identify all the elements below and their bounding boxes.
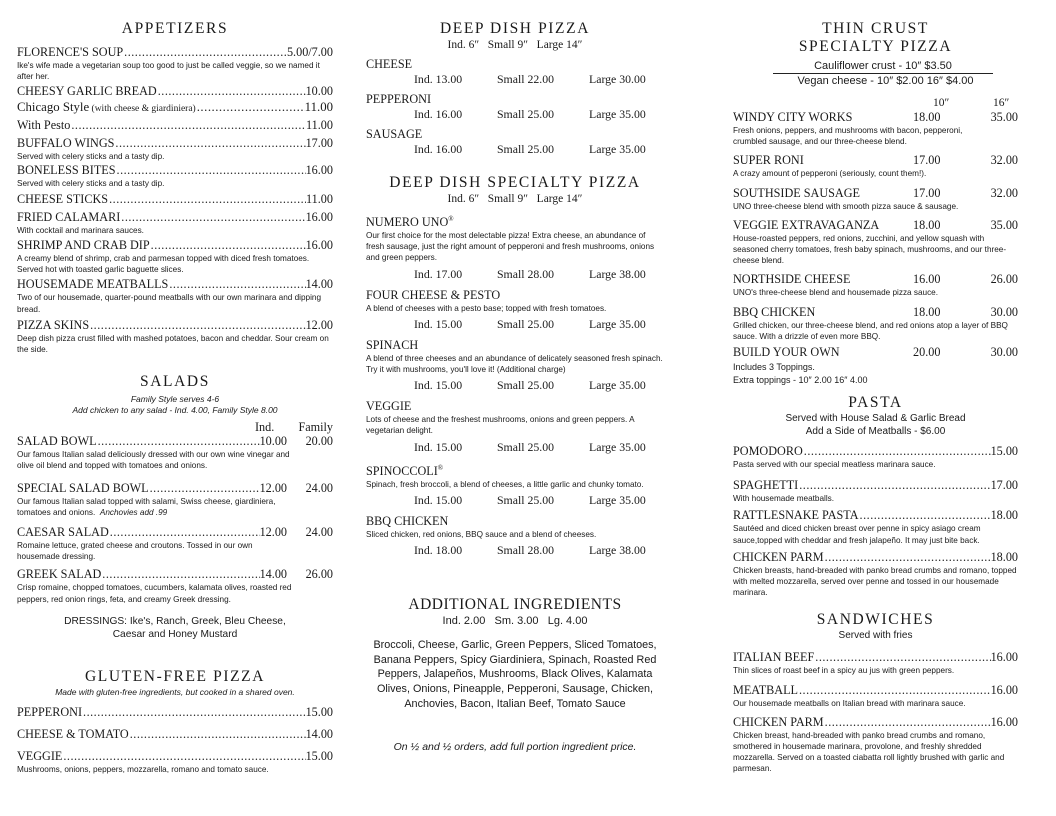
item-name: CHEESE STICKS bbox=[17, 191, 109, 206]
item-price: 15.00 bbox=[305, 704, 333, 719]
menu-item bbox=[17, 84, 333, 99]
menu-item bbox=[733, 272, 1018, 298]
additional-ingredients-title: ADDITIONAL INGREDIENTS bbox=[408, 596, 622, 614]
salads-note: Family Style serves 4-6 bbox=[130, 394, 220, 405]
menu-item bbox=[17, 99, 333, 118]
gluten-free-section bbox=[17, 668, 333, 775]
menu-item bbox=[366, 461, 664, 508]
menu-item bbox=[17, 118, 333, 133]
menu-item bbox=[366, 127, 664, 157]
item-name: CHEESY GARLIC BREAD bbox=[17, 84, 157, 99]
item-price-16: 32.00 bbox=[990, 153, 1018, 168]
appetizers-section bbox=[17, 20, 333, 355]
item-name: CAESAR SALAD bbox=[17, 525, 109, 540]
item-name: FLORENCE'S SOUP bbox=[17, 45, 124, 59]
salads-note: Add chicken to any salad - Ind. 4.00, Family Style 8.00 bbox=[72, 405, 278, 416]
item-prices: Ind. 15.00 Small 25.00 Large 35.00 bbox=[414, 378, 646, 393]
menu-item bbox=[733, 550, 1018, 599]
item-price-16: 35.00 bbox=[990, 110, 1018, 124]
salads-section bbox=[17, 373, 333, 642]
thin-crust-title: THIN CRUST bbox=[822, 20, 929, 37]
item-price: 14.00 bbox=[305, 726, 333, 741]
item-name: FOUR CHEESE & PESTO bbox=[366, 287, 501, 302]
item-prices: Ind. 16.00 Small 25.00 Large 35.00 bbox=[414, 107, 646, 121]
item-description: A blend of cheeses with a pesto base; topped with fresh tomatoes. bbox=[366, 303, 607, 313]
item-name: BBQ CHICKEN bbox=[366, 513, 449, 528]
right-column bbox=[733, 20, 1018, 775]
menu-item bbox=[17, 727, 333, 742]
item-description: Mushrooms, onions, peppers, mozzarella, romano and tomato sauce. bbox=[17, 764, 269, 774]
item-name: HOUSEMADE MEATBALLS bbox=[17, 277, 169, 292]
item-name: PEPPERONI bbox=[366, 92, 432, 106]
item-price: 16.00 bbox=[990, 682, 1018, 697]
menu-item bbox=[733, 110, 1018, 147]
additional-ingredients-section bbox=[366, 596, 664, 754]
item-price-family: 20.00 bbox=[305, 434, 333, 449]
item-name: NORTHSIDE CHEESE bbox=[733, 272, 851, 287]
item-price: 11.00 bbox=[306, 191, 333, 206]
deep-dish-specialty-sizes: Ind. 6″ Small 9″ Large 14″ bbox=[447, 193, 583, 205]
item-description: Pasta served with our special meatless marinara sauce. bbox=[733, 460, 936, 470]
deep-dish-title: DEEP DISH PIZZA bbox=[439, 20, 590, 37]
item-price-16: 30.00 bbox=[990, 345, 1018, 360]
item-name: BBQ CHICKEN bbox=[733, 304, 816, 319]
item-price-family: 26.00 bbox=[305, 567, 333, 582]
item-name: CHICKEN PARM bbox=[733, 714, 824, 729]
menu-item bbox=[17, 136, 333, 162]
item-name: BONELESS BITES bbox=[17, 162, 116, 177]
item-price: 11.00 bbox=[306, 118, 333, 133]
item-name: With Pesto bbox=[17, 118, 71, 133]
item-name: BUFFALO WINGS bbox=[17, 136, 115, 151]
registered-mark: ® bbox=[437, 463, 444, 472]
menu-item bbox=[17, 210, 333, 236]
item-price: 15.00 bbox=[305, 748, 333, 763]
item-name: SPINACH bbox=[366, 337, 419, 352]
thin-crust-column-headers bbox=[733, 97, 1018, 110]
item-price: 14.00 bbox=[305, 277, 333, 292]
menu-item bbox=[733, 186, 1018, 212]
item-name: SPAGHETTI bbox=[733, 478, 799, 493]
item-description: Served with celery sticks and a tasty dip. bbox=[17, 152, 165, 162]
sandwiches-subtitle: Served with fries bbox=[838, 630, 913, 642]
col-header-16: 16″ bbox=[993, 97, 1010, 109]
item-name: POMODORO bbox=[733, 444, 803, 459]
registered-mark: ® bbox=[448, 215, 454, 223]
item-description: UNO three-cheese blend with smooth pizza sauce & sausage. bbox=[733, 201, 959, 211]
menu-item bbox=[17, 318, 333, 355]
menu-item bbox=[366, 399, 664, 454]
sandwiches-title: SANDWICHES bbox=[816, 611, 935, 629]
item-price: 16.00 bbox=[305, 162, 333, 177]
item-description: Two of our housemade, quarter-pound meatballs with our own marinara and dipping bread. bbox=[17, 293, 322, 314]
additional-ingredients-list: Broccoli, Cheese, Garlic, Green Peppers, Sliced Tomatoes, Banana Peppers, Spicy Giardiniera, Spinach, Roasted Red Peppers, Jalapeños, Mushrooms, Black Olives, Kalamata Olives, Onions, Pineapple, Pepperoni, Sausage, Chicken, Anchovies, Bacon, Italian Beef, Tomato Sauce bbox=[373, 639, 657, 710]
item-prices: Ind. 13.00 Small 22.00 Large 30.00 bbox=[414, 72, 646, 86]
item-prices: Ind. 18.00 Small 28.00 Large 38.00 bbox=[414, 543, 646, 558]
menu-item bbox=[733, 478, 1018, 504]
menu-item bbox=[17, 434, 333, 471]
item-description: Includes 3 Toppings. bbox=[733, 362, 815, 373]
item-description-extra: Extra toppings - 10″ 2.00 16″ 4.00 bbox=[733, 375, 868, 386]
menu-item bbox=[17, 238, 333, 275]
item-price-10: 18.00 bbox=[913, 304, 941, 319]
menu-item bbox=[733, 683, 1018, 709]
item-price: 18.00 bbox=[990, 508, 1018, 523]
middle-column bbox=[366, 20, 664, 754]
thin-crust-title: SPECIALTY PIZZA bbox=[798, 38, 953, 55]
sandwiches-section bbox=[733, 611, 1018, 774]
item-description: Crisp romaine, chopped tomatoes, cucumbers, kalamata olives, roasted red peppers, red onion rings, feta, and creamy Greek dressing. bbox=[17, 583, 292, 604]
item-price-family: 24.00 bbox=[305, 525, 333, 540]
item-description: A crazy amount of pepperoni (seriously, count them!). bbox=[733, 169, 927, 179]
half-order-note: On ½ and ½ orders, add full portion ingredient price. bbox=[393, 741, 637, 754]
item-price-10: 20.00 bbox=[913, 345, 941, 360]
item-name: WINDY CITY WORKS bbox=[733, 110, 853, 124]
salad-dressings: DRESSINGS: Ike's, Ranch, Greek, Bleu Cheese, Caesar and Honey Mustard bbox=[64, 615, 286, 641]
menu-item bbox=[733, 218, 1018, 267]
item-name: SALAD BOWL bbox=[17, 434, 97, 449]
item-name: SHRIMP AND CRAB DIP bbox=[17, 238, 150, 253]
item-price: 10.00 bbox=[305, 84, 333, 99]
item-name: BUILD YOUR OWN bbox=[733, 345, 840, 360]
pasta-section bbox=[733, 394, 1018, 598]
item-price-10: 18.00 bbox=[913, 217, 941, 232]
gluten-free-note: Made with gluten-free ingredients, but cooked in a shared oven. bbox=[55, 686, 295, 697]
menu-item bbox=[733, 715, 1018, 775]
menu-item bbox=[733, 345, 1018, 387]
item-name: SOUTHSIDE SAUSAGE bbox=[733, 185, 860, 200]
item-name: VEGGIE bbox=[366, 399, 412, 414]
item-price-16: 30.00 bbox=[990, 304, 1018, 319]
menu-item bbox=[17, 749, 333, 775]
appetizers-title: APPETIZERS bbox=[121, 20, 229, 37]
item-price: 16.00 bbox=[305, 209, 333, 224]
item-description: Our famous Italian salad deliciously dressed with our own wine vinegar and olive oil blend and topped with tomatoes and onions. bbox=[17, 450, 290, 471]
item-name: VEGGIE bbox=[17, 748, 63, 763]
item-price: 11.00 bbox=[304, 100, 333, 115]
menu-item bbox=[366, 514, 664, 558]
pasta-title: PASTA bbox=[848, 394, 903, 412]
item-description: Romaine lettuce, grated cheese and croutons. Tossed in our own housemade dressing. bbox=[17, 541, 253, 562]
menu-item bbox=[17, 192, 333, 207]
item-price: 15.00 bbox=[990, 444, 1018, 459]
menu-item bbox=[733, 153, 1018, 179]
deep-dish-section bbox=[366, 20, 664, 157]
menu-item bbox=[366, 212, 664, 282]
item-description: Deep dish pizza crust filled with mashed potatoes, bacon and cheddar. Sour cream on the side. bbox=[17, 333, 329, 355]
item-name: FRIED CALAMARI bbox=[17, 209, 121, 224]
item-name: GREEK SALAD bbox=[17, 567, 102, 582]
item-description: Chicken breast, hand-breaded with panko bread crumbs and romano, smothered in housemade marinara, provolone, and freshly shredded mozzarella. Served on a toasted ciabatta roll lightly brushed with garlic and parmesan. bbox=[733, 730, 1005, 774]
item-description: Sliced chicken, red onions, BBQ sauce and a blend of cheeses. bbox=[366, 529, 597, 539]
cauliflower-option: Cauliflower crust - 10″ $3.50 bbox=[773, 59, 993, 74]
menu-item bbox=[733, 444, 1018, 470]
item-name: NUMERO UNO bbox=[366, 215, 449, 230]
item-price: 17.00 bbox=[990, 478, 1018, 493]
item-name: PEPPERONI bbox=[17, 704, 83, 719]
item-description: UNO's three-cheese blend and housemade pizza sauce. bbox=[733, 288, 939, 298]
deep-dish-sizes: Ind. 6″ Small 9″ Large 14″ bbox=[447, 39, 583, 51]
menu-item bbox=[17, 163, 333, 189]
item-description: Spinach, fresh broccoli, a blend of cheeses, a little garlic and chunky tomato. bbox=[366, 479, 644, 489]
additional-ingredients-prices: Ind. 2.00 Sm. 3.00 Lg. 4.00 bbox=[442, 615, 588, 628]
item-description: Ike's wife made a vegetarian soup too good to just be called veggie, so we named it after her. bbox=[17, 61, 320, 82]
item-name: CHICKEN PARM bbox=[733, 549, 824, 564]
item-price: 12.00 bbox=[259, 525, 287, 540]
item-price: 12.00 bbox=[259, 480, 287, 495]
salads-column-headers bbox=[17, 420, 333, 434]
item-name: CHEESE bbox=[366, 57, 413, 71]
item-prices: Ind. 15.00 Small 25.00 Large 35.00 bbox=[414, 316, 646, 331]
item-price-10: 16.00 bbox=[913, 272, 941, 287]
item-price: 16.00 bbox=[990, 714, 1018, 729]
thin-crust-section bbox=[733, 20, 1018, 387]
item-subtitle: (with cheese & giardiniera) bbox=[89, 104, 196, 115]
salads-title: SALADS bbox=[140, 373, 210, 391]
item-description: Grilled chicken, our three-cheese blend, and red onions atop a layer of BBQ sauce. With a drizzle of even more BBQ. bbox=[733, 320, 1008, 341]
menu-item bbox=[17, 567, 333, 604]
menu-item bbox=[17, 705, 333, 720]
menu-item bbox=[733, 305, 1018, 342]
item-description: Sautéed and diced chicken breast over penne in spicy asiago cream sauce,topped with cheddar and fresh jalapeño. It may just bite back. bbox=[733, 524, 981, 545]
pasta-subtitle: Add a Side of Meatballs - $6.00 bbox=[805, 426, 946, 438]
item-extra: Anchovies add .99 bbox=[99, 507, 168, 517]
item-description: Thin slices of roast beef in a spicy au jus with green peppers. bbox=[733, 666, 955, 676]
menu-item bbox=[366, 92, 664, 122]
item-description: House-roasted peppers, red onions, zucchini, and yellow squash with seasoned cherry tomatoes, fresh baby spinach, mushrooms, and our three-cheese blend. bbox=[733, 233, 1007, 266]
col-header-ind: Ind. bbox=[255, 420, 275, 435]
item-name: VEGGIE EXTRAVAGANZA bbox=[733, 217, 880, 232]
item-prices: Ind. 15.00 Small 25.00 Large 35.00 bbox=[414, 439, 646, 454]
item-description: Our housemade meatballs on Italian bread with marinara sauce. bbox=[733, 698, 966, 708]
item-price-16: 26.00 bbox=[990, 272, 1018, 287]
col-header-family: Family bbox=[298, 420, 333, 435]
item-price: 18.00 bbox=[990, 549, 1018, 564]
item-name: PIZZA SKINS bbox=[17, 317, 90, 332]
item-description: Lots of cheese and the freshest mushrooms, onions and green peppers. A vegetarian delight. bbox=[366, 415, 635, 436]
item-description: With cocktail and marinara sauces. bbox=[17, 225, 144, 235]
item-price: 16.00 bbox=[305, 238, 333, 253]
menu-item bbox=[17, 525, 333, 562]
menu-item bbox=[17, 277, 333, 314]
item-price: 10.00 bbox=[259, 434, 287, 449]
item-price-16: 32.00 bbox=[990, 185, 1018, 200]
item-name: SUPER RONI bbox=[733, 153, 804, 168]
item-name: MEATBALL bbox=[733, 682, 798, 697]
item-description: Chicken breasts, hand-breaded with panko bread crumbs and romano, topped with melted mozzarella, served over penne and tossed in our housemade marinara. bbox=[733, 565, 1017, 598]
menu-item bbox=[366, 338, 664, 393]
menu-item bbox=[17, 481, 333, 518]
item-name: ITALIAN BEEF bbox=[733, 650, 815, 665]
item-prices: Ind. 16.00 Small 25.00 Large 35.00 bbox=[414, 142, 646, 156]
item-price: 5.00/7.00 bbox=[286, 45, 333, 59]
menu-item bbox=[733, 508, 1018, 545]
item-name: SAUSAGE bbox=[366, 127, 423, 141]
item-name: CHEESE & TOMATO bbox=[17, 726, 129, 741]
menu-item bbox=[366, 57, 664, 87]
left-column bbox=[17, 20, 333, 775]
vegan-option: Vegan cheese - 10″ $2.00 16″ $4.00 bbox=[797, 75, 974, 87]
item-name: SPINOCCOLI bbox=[366, 463, 438, 478]
pasta-subtitle: Served with House Salad & Garlic Bread bbox=[785, 413, 966, 425]
item-description: Our first choice for the most delectable pizza! Extra cheese, an abundance of fresh sausage, just the right amount of pepperoni and fresh mushrooms, onions and green peppers. bbox=[366, 231, 655, 263]
item-name: Chicago Style bbox=[17, 100, 90, 115]
item-price: 16.00 bbox=[990, 650, 1018, 665]
item-price: 12.00 bbox=[305, 317, 333, 332]
item-name: SPECIAL SALAD BOWL bbox=[17, 480, 149, 495]
item-description: A creamy blend of shrimp, crab and parmesan topped with diced fresh tomatoes. Served hot with toasted garlic baguette slices. bbox=[17, 254, 310, 275]
col-header-10: 10″ bbox=[933, 97, 950, 109]
item-price-16: 35.00 bbox=[990, 217, 1018, 232]
menu-item bbox=[17, 45, 333, 82]
item-description: Our famous Italian salad topped with salami, Swiss cheese, giardiniera, tomatoes and onions. Anchovies add .99 bbox=[17, 496, 276, 517]
deep-dish-specialty-section bbox=[366, 174, 664, 558]
item-price-10: 17.00 bbox=[913, 185, 941, 200]
item-price-10: 18.00 bbox=[913, 110, 941, 124]
item-description: Served with celery sticks and a tasty dip. bbox=[17, 178, 165, 188]
item-description: Fresh onions, peppers, and mushrooms with bacon, pepperoni, crumbled sausage, and our three-cheese blend. bbox=[733, 126, 963, 147]
item-price: 17.00 bbox=[305, 136, 333, 151]
item-price-family: 24.00 bbox=[305, 480, 333, 495]
item-prices: Ind. 15.00 Small 25.00 Large 35.00 bbox=[414, 492, 646, 507]
item-description: A blend of three cheeses and an abundance of delicately seasoned fresh spinach. Try it with mushrooms, you'll love it! (Additional charge) bbox=[366, 353, 663, 375]
deep-dish-specialty-title: DEEP DISH SPECIALTY PIZZA bbox=[389, 174, 641, 191]
item-name: RATTLESNAKE PASTA bbox=[733, 508, 859, 523]
menu-item bbox=[366, 288, 664, 332]
gluten-free-title: GLUTEN-FREE PIZZA bbox=[84, 667, 266, 685]
item-description: With housemade meatballs. bbox=[733, 494, 835, 504]
menu-item bbox=[733, 650, 1018, 676]
item-price-10: 17.00 bbox=[913, 153, 941, 168]
item-prices: Ind. 17.00 Small 28.00 Large 38.00 bbox=[414, 266, 646, 281]
item-price: 14.00 bbox=[259, 567, 287, 582]
